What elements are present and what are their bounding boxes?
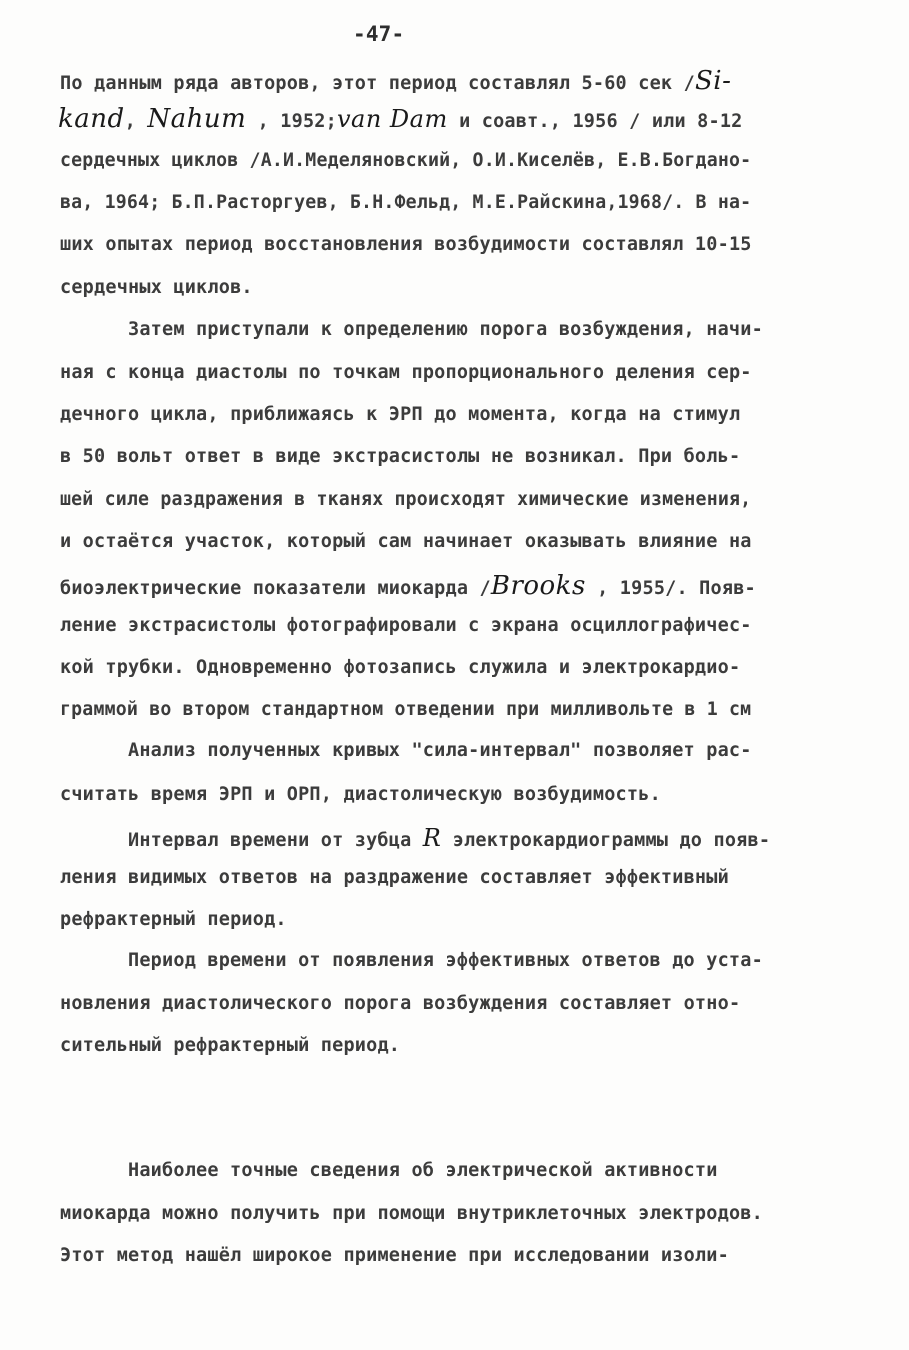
text-line-26: миокарда можно получить при помощи внутриклеточных электродов. bbox=[60, 1203, 763, 1224]
text-line-4: ва, 1964; Б.П.Расторгуев, Б.Н.Фельд, М.Е.Райскина,1968/. В на- bbox=[60, 192, 752, 213]
text-line-25: Наиболее точные сведения об электрической активности bbox=[128, 1160, 718, 1181]
text-line-24: сительный рефрактерный период. bbox=[60, 1035, 401, 1056]
text-line-11: шей силе раздражения в тканях происходят химические изменения, bbox=[60, 489, 752, 510]
text-line-1-typed: По данным ряда авторов, этот период составлял 5-60 сек / bbox=[60, 73, 695, 94]
text-line-23: новления диастолического порога возбуждения составляет отно- bbox=[60, 993, 741, 1014]
handwritten-author-sikand-part2: kand bbox=[58, 104, 125, 134]
handwritten-letter-r: R bbox=[422, 824, 442, 852]
page-number: -47- bbox=[353, 22, 405, 46]
text-line-19-typed: Интервал времени от зубца bbox=[128, 830, 423, 851]
text-line-6: сердечных циклов. bbox=[60, 277, 253, 298]
handwritten-author-sikand-part1: Si- bbox=[694, 66, 732, 96]
text-line-15: кой трубки. Одновременно фотозапись служила и электрокардио- bbox=[60, 657, 741, 678]
handwritten-author-brooks: Brooks bbox=[490, 571, 586, 601]
text-line-16: граммой во втором стандартном отведении при милливольте в 1 см bbox=[60, 699, 752, 720]
handwritten-author-nahum: Nahum bbox=[147, 104, 247, 134]
text-line-13-typed: биоэлектрические показатели миокарда / bbox=[60, 578, 491, 599]
text-line-17: Анализ полученных кривых "сила-интервал" позволяет рас- bbox=[128, 740, 752, 761]
text-line-5: ших опытах период восстановления возбудимости составлял 10-15 bbox=[60, 234, 752, 255]
text-line-8: ная с конца диастолы по точкам пропорционального деления сер- bbox=[60, 362, 752, 383]
text-line-13 bbox=[60, 573, 756, 599]
text-line-19-rest: электрокардиограммы до появ- bbox=[441, 830, 771, 851]
text-line-27: Этот метод нашёл широкое применение при исследовании изоли- bbox=[60, 1245, 729, 1266]
text-line-14: ление экстрасистолы фотографировали с экрана осциллографичес- bbox=[60, 615, 752, 636]
text-line-13-rest: , 1955/. Появ- bbox=[585, 578, 756, 599]
text-line-2-rest: и соавт., 1956 / или 8-12 bbox=[447, 111, 743, 132]
text-line-1 bbox=[60, 68, 731, 94]
text-line-2 bbox=[58, 106, 743, 132]
text-line-18: считать время ЭРП и ОРП, диастолическую возбудимость. bbox=[60, 784, 661, 805]
text-line-7: Затем приступали к определению порога возбуждения, начи- bbox=[128, 319, 763, 340]
text-line-21: рефрактерный период. bbox=[60, 909, 287, 930]
text-line-9: дечного цикла, приближаясь к ЭРП до момента, когда на стимул bbox=[60, 404, 741, 425]
text-line-20: ления видимых ответов на раздражение составляет эффективный bbox=[60, 867, 729, 888]
text-line-22: Период времени от появления эффективных ответов до уста- bbox=[128, 950, 763, 971]
text-line-3: сердечных циклов /А.И.Меделяновский, О.И.Киселёв, Е.В.Богдано- bbox=[60, 150, 752, 171]
text-line-10: в 50 вольт ответ в виде экстрасистолы не возникал. При боль- bbox=[60, 446, 741, 467]
handwritten-author-van-dam: van Dam bbox=[336, 105, 448, 133]
text-line-2-sep: , bbox=[124, 111, 148, 132]
text-line-2-year: , 1952; bbox=[246, 111, 337, 132]
text-line-19 bbox=[128, 826, 770, 851]
text-line-12: и остаётся участок, который сам начинает оказывать влияние на bbox=[60, 531, 752, 552]
